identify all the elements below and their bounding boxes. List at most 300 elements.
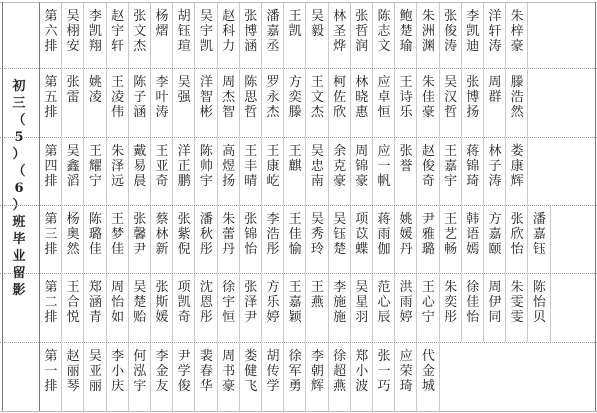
student-name [355, 212, 369, 257]
student-name [510, 9, 524, 54]
student-name [510, 144, 524, 189]
name-bottom-chars: 楚瑜 [399, 24, 413, 54]
name-top-char: 张 [244, 280, 258, 295]
name-top-char: 第 [44, 9, 58, 24]
name-bottom-chars: 嘉丞 [266, 24, 280, 54]
column-divider [261, 343, 262, 411]
name-top-char: 朱 [222, 212, 236, 227]
column-divider [83, 69, 84, 137]
name-top-char: 徐 [333, 349, 347, 364]
student-name [155, 75, 169, 120]
column-divider [483, 274, 484, 342]
row-label [44, 280, 58, 325]
column-divider [394, 138, 395, 205]
name-bottom-chars: 易晨 [133, 159, 147, 189]
student-name [377, 9, 391, 54]
name-top-char: 张 [177, 212, 191, 227]
name-bottom-chars: 凯迪 [466, 24, 480, 54]
student-name [111, 280, 125, 325]
column-divider [505, 206, 506, 273]
sidebar-title [11, 78, 27, 299]
column-divider [217, 3, 218, 68]
name-top-char: 吴 [310, 212, 324, 227]
student-name [111, 144, 125, 189]
name-bottom-chars: 林新 [155, 227, 169, 257]
column-divider [550, 274, 551, 342]
student-name [466, 75, 480, 120]
column-divider [439, 3, 440, 68]
column-divider [416, 3, 417, 68]
column-divider [261, 206, 262, 273]
column-divider [172, 206, 173, 273]
name-bottom-chars: 荣琦 [399, 364, 413, 394]
student-name [244, 212, 258, 257]
student-name [155, 144, 169, 189]
student-name [88, 75, 102, 105]
student-name [222, 75, 236, 120]
student-name [532, 212, 546, 257]
name-bottom-chars: 亚奇 [155, 159, 169, 189]
name-bottom-chars: 丰晴 [244, 159, 258, 189]
name-bottom-chars: 心辰 [377, 295, 391, 325]
student-name [444, 212, 458, 257]
student-name [310, 144, 324, 189]
name-top-char: 吴 [199, 9, 213, 24]
name-top-char: 吴 [88, 349, 102, 364]
name-bottom-chars: 誉 [399, 159, 413, 174]
name-top-char: 李 [155, 75, 169, 90]
name-top-char: 柯 [333, 75, 347, 90]
name-top-char: 徐 [288, 349, 302, 364]
name-top-char: 鲍 [399, 9, 413, 24]
name-bottom-chars: 思哲 [244, 90, 258, 120]
name-top-char: 李 [333, 280, 347, 295]
name-top-char: 韩 [466, 212, 480, 227]
student-name [310, 349, 324, 394]
name-top-char: 蒋 [466, 144, 480, 159]
student-name [177, 9, 191, 54]
column-divider [261, 3, 262, 68]
name-top-char: 张 [133, 9, 147, 24]
name-top-char: 项 [177, 280, 191, 295]
column-divider [305, 69, 306, 137]
student-name [466, 212, 480, 257]
name-top-char: 李 [466, 9, 480, 24]
name-bottom-chars: 燕 [310, 295, 324, 310]
student-name [244, 75, 258, 120]
name-top-char: 林 [488, 144, 502, 159]
student-name [222, 144, 236, 189]
column-divider [372, 3, 373, 68]
name-bottom-chars: 怡如 [111, 295, 125, 325]
name-bottom-chars: 晓惠 [355, 90, 369, 120]
name-top-char: 罗 [266, 75, 280, 90]
column-divider [239, 138, 240, 205]
column-divider [217, 138, 218, 205]
student-name [199, 349, 213, 394]
row-label [44, 9, 58, 54]
name-bottom-chars: 传学 [266, 364, 280, 394]
name-top-char: 王 [244, 144, 258, 159]
name-bottom-chars: 嘉宇 [444, 159, 458, 189]
name-bottom-chars: 三排 [44, 227, 58, 257]
name-bottom-chars: 雨婷 [399, 295, 413, 325]
name-bottom-chars: 文杰 [310, 90, 324, 120]
student-name [377, 280, 391, 325]
student-name [333, 349, 347, 394]
name-top-char: 方 [488, 212, 502, 227]
column-divider [106, 69, 107, 137]
name-bottom-chars: 凯翔 [88, 24, 102, 54]
sidebar-title-char: （ [12, 113, 26, 128]
name-top-char: 张 [133, 212, 147, 227]
student-name [355, 144, 369, 189]
name-bottom-chars: 科力 [222, 24, 236, 54]
column-divider [372, 69, 373, 137]
name-top-char: 吴 [444, 75, 458, 90]
name-top-char: 王 [288, 9, 302, 24]
name-bottom-chars: 怡贝 [532, 295, 546, 325]
name-bottom-chars: 施施 [333, 295, 347, 325]
student-name [510, 212, 524, 257]
name-top-char: 周 [222, 75, 236, 90]
name-bottom-chars: 苡蝶 [355, 227, 369, 257]
column-divider [172, 3, 173, 68]
student-name [333, 9, 347, 54]
name-top-char: 第 [44, 212, 58, 227]
column-divider [150, 343, 151, 411]
column-divider [328, 3, 329, 68]
name-top-char: 王 [66, 280, 80, 295]
student-name [421, 9, 435, 54]
column-divider [61, 3, 62, 68]
name-bottom-chars: 恩彤 [199, 295, 213, 325]
student-name [421, 212, 435, 257]
student-name [88, 349, 102, 394]
column-divider [527, 274, 528, 342]
name-top-char: 沈 [199, 280, 213, 295]
name-top-char: 陈 [244, 75, 258, 90]
name-top-char: 朱 [510, 280, 524, 295]
name-top-char: 王 [399, 75, 413, 90]
column-divider [483, 206, 484, 273]
student-name [66, 75, 80, 105]
student-name [133, 212, 147, 257]
name-bottom-chars: 斯媛 [155, 295, 169, 325]
student-name [310, 280, 324, 310]
student-name [421, 349, 435, 394]
column-divider [194, 69, 195, 137]
name-bottom-chars: 凌 [88, 90, 102, 105]
student-name [488, 280, 502, 325]
name-top-char: 潘 [266, 9, 280, 24]
student-name [199, 212, 213, 257]
name-top-char: 第 [44, 349, 58, 364]
name-bottom-chars: 丽琴 [66, 364, 80, 394]
row-label [44, 349, 58, 394]
column-divider [394, 69, 395, 137]
name-bottom-chars: 凯奇 [177, 295, 191, 325]
sidebar-title-char: 业 [12, 249, 26, 264]
name-bottom-chars: 子涵 [133, 90, 147, 120]
name-bottom-chars: 心宁 [421, 295, 435, 325]
student-name [355, 280, 369, 325]
name-top-char: 王 [88, 144, 102, 159]
name-bottom-chars: 锦怡 [244, 227, 258, 257]
name-top-char: 张 [244, 212, 258, 227]
name-top-char: 周 [222, 349, 236, 364]
column-divider [328, 274, 329, 342]
column-divider [372, 274, 373, 342]
name-bottom-chars: 俊奇 [421, 159, 435, 189]
sidebar-title-char: 初 [12, 79, 26, 94]
name-top-char: 尹 [177, 349, 191, 364]
column-divider [350, 206, 351, 273]
column-divider [416, 343, 417, 411]
name-top-char: 潘 [199, 212, 213, 227]
name-bottom-chars: 汉哲 [444, 90, 458, 120]
column-divider [150, 69, 151, 137]
name-top-char: 王 [111, 75, 125, 90]
column-divider [416, 206, 417, 273]
column-divider [83, 343, 84, 411]
name-top-char: 戴 [133, 144, 147, 159]
name-bottom-chars: 奕滕 [288, 90, 302, 120]
name-top-char: 王 [111, 212, 125, 227]
name-bottom-chars: 五排 [44, 90, 58, 120]
name-bottom-chars: 洲渊 [421, 24, 435, 54]
column-divider [527, 206, 528, 273]
name-bottom-chars: 欣怡 [510, 227, 524, 257]
student-name [111, 212, 125, 257]
name-bottom-chars: 六排 [44, 24, 58, 54]
student-name [399, 349, 413, 394]
column-divider [61, 206, 62, 273]
name-bottom-chars: 佳怡 [466, 295, 480, 325]
name-top-char: 吴 [66, 144, 80, 159]
name-top-char: 赵 [222, 9, 236, 24]
column-divider [128, 3, 129, 68]
student-name [288, 212, 302, 257]
name-bottom-chars: 四排 [44, 159, 58, 189]
column-divider [283, 69, 284, 137]
column-divider [439, 206, 440, 273]
column-divider [461, 274, 462, 342]
row-label [44, 75, 58, 120]
name-bottom-chars: 毅 [310, 24, 324, 39]
name-bottom-chars: 博涵 [244, 24, 258, 54]
student-name [66, 349, 80, 394]
column-divider [106, 138, 107, 205]
student-name [155, 349, 169, 394]
name-top-char: 裴 [199, 349, 213, 364]
column-divider [172, 69, 173, 137]
student-name [488, 212, 502, 257]
name-bottom-chars: 杰智 [222, 90, 236, 120]
name-bottom-chars: 圣烨 [333, 24, 347, 54]
column-divider [483, 3, 484, 68]
student-name [88, 280, 102, 325]
name-bottom-chars: 超燕 [333, 364, 347, 394]
column-divider [505, 69, 506, 137]
name-top-char: 洪 [399, 280, 413, 295]
student-name [177, 349, 191, 394]
student-name [155, 212, 169, 257]
name-bottom-chars: 康辉 [510, 159, 524, 189]
name-top-char: 王 [421, 280, 435, 295]
name-bottom-chars: 诗乐 [399, 90, 413, 120]
name-top-char: 郑 [355, 349, 369, 364]
column-divider [350, 69, 351, 137]
name-bottom-chars: 秀玲 [310, 227, 324, 257]
student-name [377, 212, 391, 257]
column-divider [128, 206, 129, 273]
name-bottom-chars: 凌伟 [111, 90, 125, 120]
student-name [222, 280, 236, 325]
name-bottom-chars: 星羽 [355, 295, 369, 325]
student-name [288, 280, 302, 325]
name-top-char: 张 [510, 212, 524, 227]
column-divider [261, 69, 262, 137]
name-bottom-chars: 泽远 [111, 159, 125, 189]
student-name [111, 9, 125, 54]
name-bottom-chars: 楚贻 [133, 295, 147, 325]
name-bottom-chars: 涵青 [88, 295, 102, 325]
student-name [266, 349, 280, 394]
column-divider [461, 206, 462, 273]
name-top-char: 蔡 [155, 212, 169, 227]
column-divider [305, 274, 306, 342]
student-name [133, 75, 147, 120]
column-divider [283, 138, 284, 205]
name-bottom-chars: 锦琦 [466, 159, 480, 189]
row-label [44, 144, 58, 189]
name-bottom-chars: 一帆 [377, 159, 391, 189]
column-divider [239, 206, 240, 273]
student-name [421, 75, 435, 120]
student-name [111, 349, 125, 394]
name-top-char: 周 [355, 144, 369, 159]
column-divider [128, 343, 129, 411]
name-bottom-chars: 耀宁 [88, 159, 102, 189]
name-top-char: 王 [266, 144, 280, 159]
name-bottom-chars: 梦佳 [111, 227, 125, 257]
column-divider [461, 138, 462, 205]
name-bottom-chars: 轩涛 [488, 24, 502, 54]
column-divider [217, 274, 218, 342]
student-name [333, 75, 347, 120]
name-bottom-chars: 子涛 [488, 159, 502, 189]
name-top-char: 潘 [532, 212, 546, 227]
name-bottom-chars: 忠南 [310, 159, 324, 189]
name-bottom-chars: 鑫滔 [66, 159, 80, 189]
sidebar-title-char: ） [12, 198, 26, 213]
name-bottom-chars: 宇凯 [199, 24, 213, 54]
name-top-char: 吴 [333, 212, 347, 227]
name-bottom-chars: 紫倪 [177, 227, 191, 257]
name-top-char: 林 [355, 75, 369, 90]
name-bottom-chars: 学俊 [177, 364, 191, 394]
column-divider [483, 69, 484, 137]
student-name [488, 75, 502, 105]
student-name [310, 75, 324, 120]
column-divider [461, 3, 462, 68]
name-top-char: 陈 [88, 212, 102, 227]
name-top-char: 陈 [532, 280, 546, 295]
name-bottom-chars: 媛丹 [399, 227, 413, 257]
name-bottom-chars: 智彬 [199, 90, 213, 120]
student-name [399, 144, 413, 174]
column-divider [106, 206, 107, 273]
student-name [88, 9, 102, 54]
column-divider [305, 138, 306, 205]
name-bottom-chars: 奕彤 [444, 295, 458, 325]
name-bottom-chars: 永杰 [266, 90, 280, 120]
student-name [133, 280, 147, 325]
name-bottom-chars: 雯雯 [510, 295, 524, 325]
student-name [155, 280, 169, 325]
column-divider [106, 3, 107, 68]
column-divider [350, 138, 351, 205]
name-top-char: 尹 [421, 212, 435, 227]
row-label [44, 212, 58, 257]
name-top-char: 高 [222, 144, 236, 159]
student-name [222, 349, 236, 394]
name-top-char: 方 [266, 280, 280, 295]
column-divider [283, 206, 284, 273]
column-divider [439, 274, 440, 342]
name-top-char: 张 [444, 9, 458, 24]
name-top-char: 陈 [133, 75, 147, 90]
column-divider [128, 138, 129, 205]
column-divider [239, 274, 240, 342]
name-top-char: 何 [133, 349, 147, 364]
name-top-char: 朱 [510, 9, 524, 24]
name-bottom-chars: 浩然 [510, 90, 524, 120]
name-bottom-chars: 钰楚 [333, 227, 347, 257]
name-bottom-chars: 嘉颐 [488, 227, 502, 257]
sidebar-title-char: 三 [12, 96, 26, 111]
student-name [266, 212, 280, 257]
column-divider [416, 69, 417, 137]
name-top-char: 第 [44, 75, 58, 90]
student-name [244, 280, 258, 325]
name-bottom-chars: 朝辉 [310, 364, 324, 394]
student-name [155, 9, 169, 39]
name-top-char: 姚 [399, 212, 413, 227]
name-bottom-chars: 蕾丹 [222, 227, 236, 257]
name-bottom-chars: 小波 [355, 364, 369, 394]
name-top-char: 徐 [466, 280, 480, 295]
student-name [510, 280, 524, 325]
column-divider [372, 138, 373, 205]
name-bottom-chars: 秋彤 [199, 227, 213, 257]
name-bottom-chars: 雅璐 [421, 227, 435, 257]
student-name [133, 349, 147, 394]
column-divider [239, 69, 240, 137]
column-divider [194, 206, 195, 273]
column-divider [372, 206, 373, 273]
name-top-char: 陈 [377, 9, 391, 24]
column-divider [83, 206, 84, 273]
name-bottom-chars: 克豪 [333, 159, 347, 189]
name-bottom-chars: 锦豪 [355, 159, 369, 189]
name-top-char: 吴 [355, 280, 369, 295]
name-top-char: 林 [333, 9, 347, 24]
name-bottom-chars: 语嫣 [466, 227, 480, 257]
name-bottom-chars: 小庆 [111, 364, 125, 394]
name-top-char: 周 [488, 75, 502, 90]
